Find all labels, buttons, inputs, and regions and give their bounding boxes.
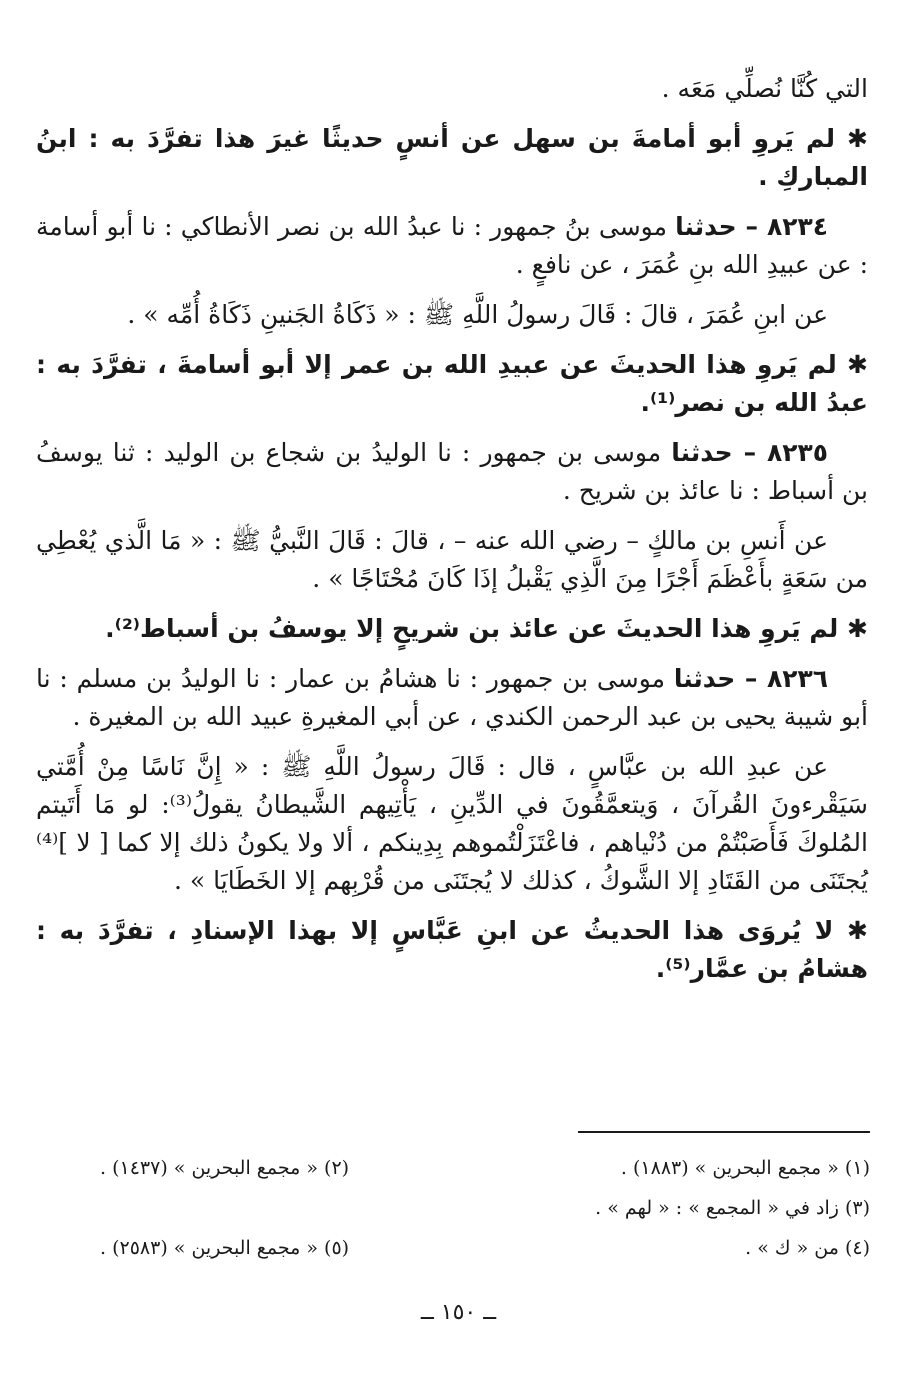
page-number: ــ ١٥٠ ــ xyxy=(420,1300,497,1325)
footnote-2: (٢) « مجمع البحرين » (١٤٣٧) . xyxy=(100,1157,350,1179)
note-paragraph xyxy=(36,120,868,196)
note-paragraph xyxy=(36,346,868,422)
isnad-text: موسى بنُ جمهور : نا عبدُ الله بن نصر الأنطاكي : نا أبو أسامة : عن عبيدِ الله بنِ عُمَرَ ، عن نافعٍ . xyxy=(36,212,868,279)
hadith-8236-isnad xyxy=(36,660,868,736)
hadith-8236-matn: عن عبدِ الله بن عبَّاسٍ ، قال : قَالَ رسولُ اللَّهِ ﷺ : « إِنَّ نَاسًا مِنْ أُمَّتي سَيَقْرءونَ القُرآنَ ، وَيتعمَّقُونَ في الدِّينِ ، يَأْتِيهم الشَّيطانُ يقولُ⁽³⁾: لو مَا أَتَيتم المُلوكَ فَأَصَبْتُمْ من دُنْياهم ، فاعْتَزَلْتُموهم بِدِينكم ، ألا ولا يكونُ ذلك إلا كما [ لا ]⁽⁴⁾ يُجتَنَى من القَتَادِ إلا الشَّوكُ ، كذلك لا يُجتَنَى من قُرْبِهم إلا الخَطَايَا » . xyxy=(36,752,868,895)
hadith-number: ٨٢٣٦ – حدثنا xyxy=(673,664,828,693)
footnote-4: (٤) من « ك » . xyxy=(745,1237,870,1259)
star-icon: ✱ xyxy=(847,124,868,153)
note-paragraph xyxy=(36,912,868,988)
footnote-row xyxy=(100,1188,870,1228)
footnote-1: (١) « مجمع البحرين » (١٨٨٣) . xyxy=(620,1157,870,1179)
footnotes xyxy=(100,1148,870,1268)
footnote-divider xyxy=(578,1131,870,1133)
hadith-8234-matn: عن ابنِ عُمَرَ ، قالَ : قَالَ رسولُ اللَّهِ ﷺ : « ذَكَاةُ الجَنينِ ذَكَاةُ أُمِّه » . xyxy=(127,300,828,329)
note-text: لا يُروَى هذا الحديثُ عن ابنِ عَبَّاسٍ إلا بهذا الإسنادِ ، تفرَّدَ به : هشامُ بن عمَّار⁽⁵⁾. xyxy=(36,916,868,983)
isnad-text: موسى بن جمهور : نا هشامُ بن عمار : نا الوليدُ بن مسلم : نا أبو شيبة يحيى بن عبد الرحمن الكندي ، عن أبي المغيرةِ عبيد الله بن المغيرة . xyxy=(36,664,868,731)
star-icon: ✱ xyxy=(847,916,868,945)
continuation-line: التي كُنَّا نُصلِّي مَعَه . xyxy=(661,74,868,103)
isnad-text: موسى بن جمهور : نا الوليدُ بن شجاع بن الوليد : ثنا يوسفُ بن أسباط : نا عائذ بن شريح . xyxy=(36,438,868,505)
footnote-3: (٣) زاد في « المجمع » : « لهم » . xyxy=(595,1197,870,1219)
note-text: لم يَروِ أبو أمامةَ بن سهل عن أنسٍ حديثًا غيرَ هذا تفرَّدَ به : ابنُ المباركِ . xyxy=(36,124,868,191)
star-icon: ✱ xyxy=(847,350,868,379)
note-text: لم يَروِ هذا الحديثَ عن عبيدِ الله بن عمر إلا أبو أسامةَ ، تفرَّدَ به : عبدُ الله بن نصر⁽¹⁾. xyxy=(36,350,868,417)
hadith-8234-isnad xyxy=(36,208,868,284)
hadith-number: ٨٢٣٤ – حدثنا xyxy=(675,212,828,241)
footnote-row xyxy=(100,1148,870,1188)
footnote-5: (٥) « مجمع البحرين » (٢٥٨٣) . xyxy=(100,1237,350,1259)
footnote-row xyxy=(100,1228,870,1268)
hadith-number: ٨٢٣٥ – حدثنا xyxy=(671,438,828,467)
note-text: لم يَروِ هذا الحديثَ عن عائذ بن شريحٍ إلا يوسفُ بن أسباط⁽²⁾. xyxy=(105,614,839,643)
star-icon: ✱ xyxy=(847,614,868,643)
hadith-8235-matn: عن أَنسِ بن مالكٍ – رضي الله عنه – ، قالَ : قَالَ النَّبيُّ ﷺ : « مَا الَّذي يُعْطِي من سَعَةٍ بأَعْظَمَ أَجْرًا مِنَ الَّذِي يَقْبلُ إذَا كَانَ مُحْتَاجًا » . xyxy=(36,526,868,593)
note-paragraph xyxy=(36,610,868,648)
page-body xyxy=(36,70,868,1000)
hadith-8235-isnad xyxy=(36,434,868,510)
